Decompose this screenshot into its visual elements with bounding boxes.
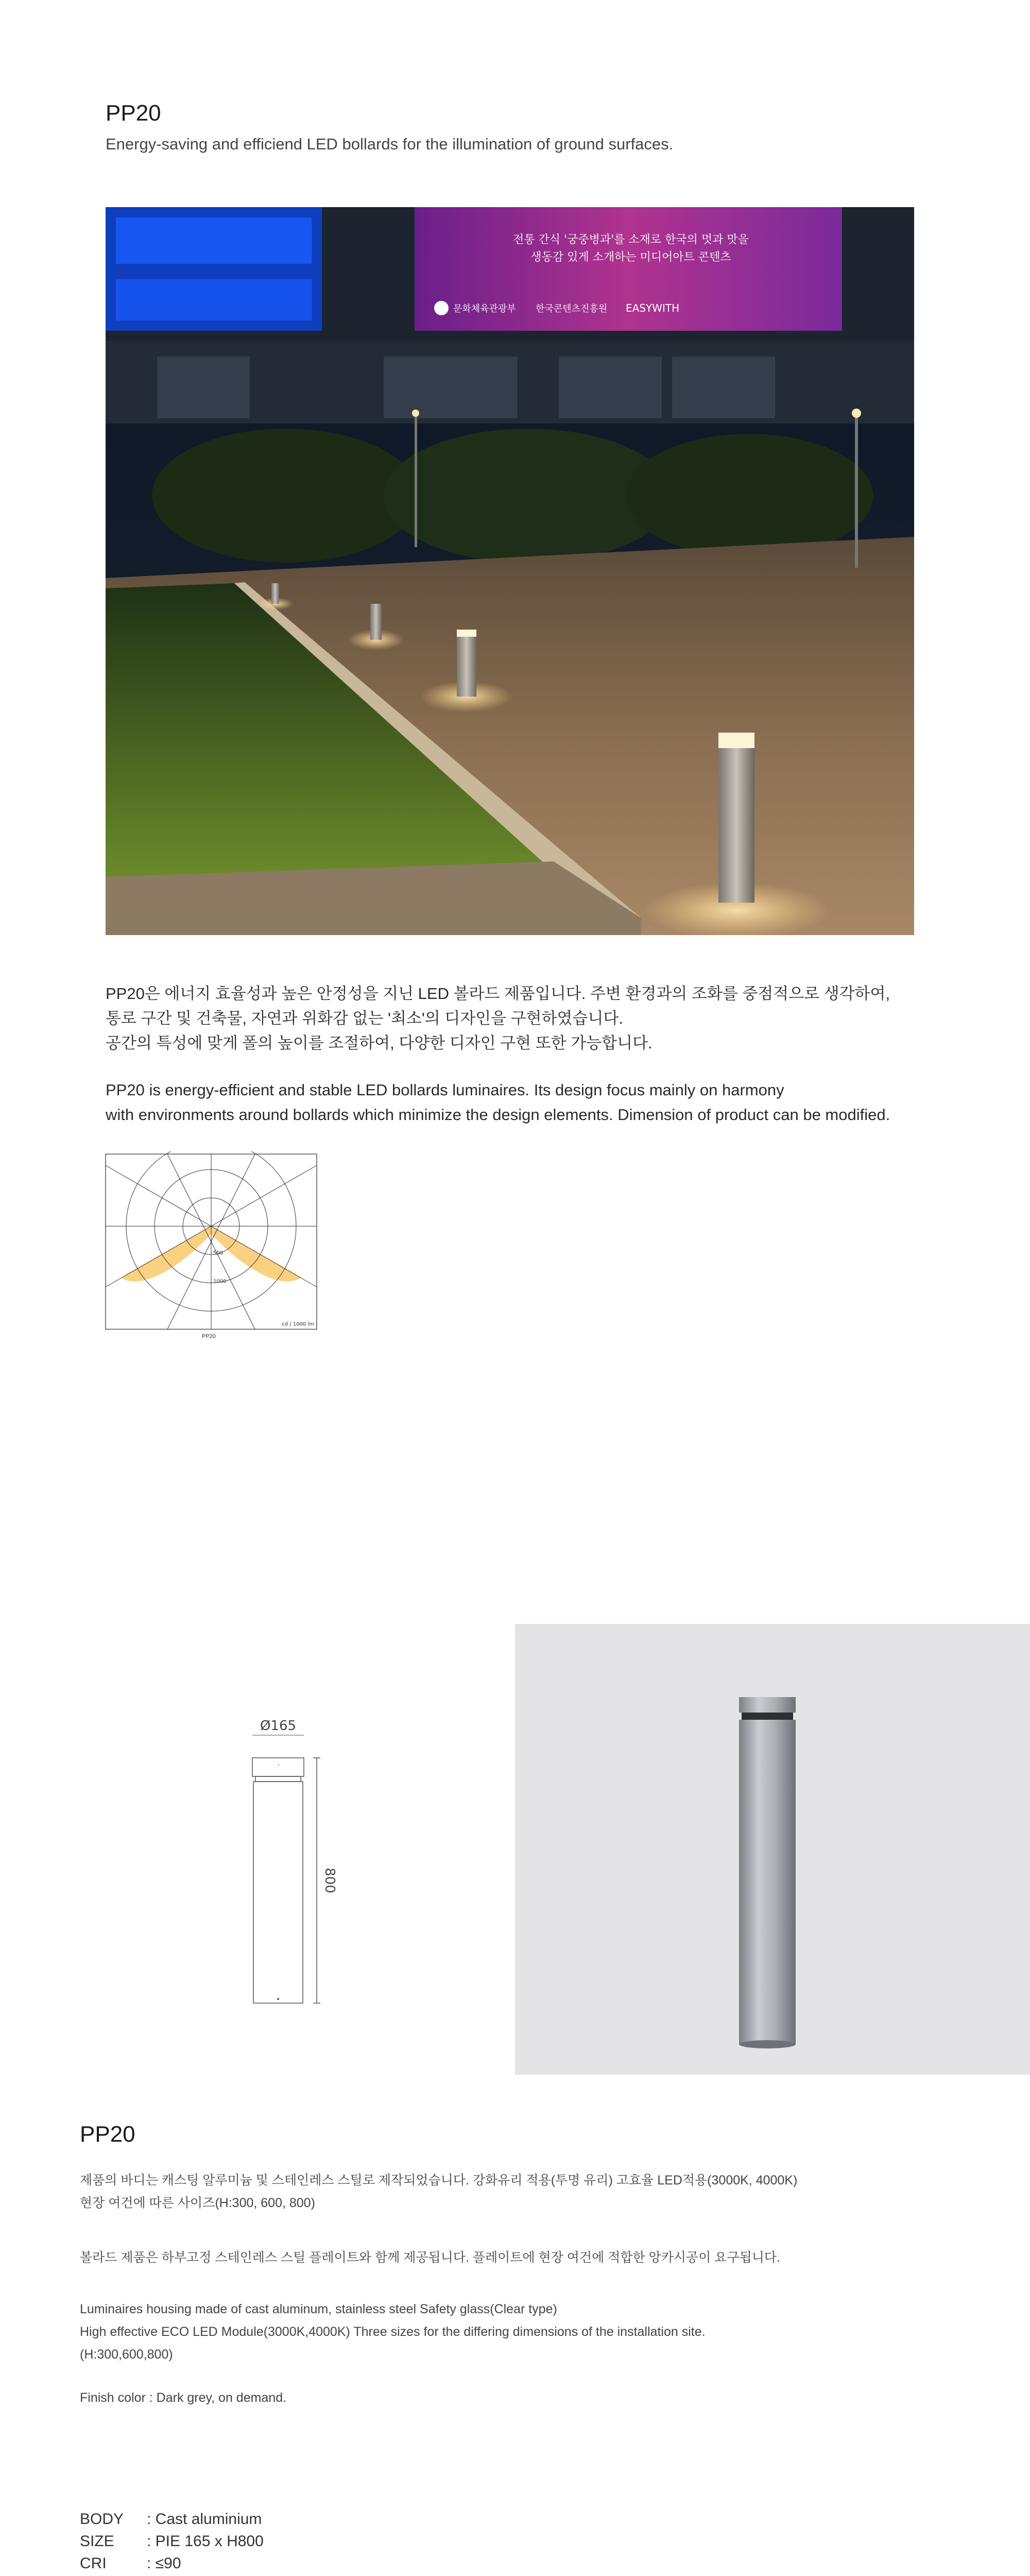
spec-key: BODY [80,2511,124,2528]
technical-drawing [227,1716,350,2025]
desc-en-line: (H:300,600,800) [80,2347,173,2362]
spec-row-cri [80,2552,273,2574]
desc-english [80,2298,706,2366]
intro-en-line: with environments around bollards which minimize the design elements. Dimension of product can be modified. [106,1106,890,1124]
page-title: PP20 [106,100,161,126]
spec-value: : ≤90 [147,2555,181,2572]
desc-korean-1 [80,2169,797,2214]
product-title: PP20 [80,2122,135,2147]
diameter-label: Ø165 [260,1718,297,1734]
spec-value: : PIE 165 x H800 [147,2533,264,2550]
ring-label-outer: 1000 [213,1279,227,1284]
billboard-line-2: 생동감 있게 소개하는 미디어아트 콘텐츠 [530,251,731,264]
billboard-sponsor-3: EASYWITH [626,302,680,314]
polar-caption: PP20 [202,1333,216,1340]
spec-table [80,2508,273,2576]
product-render [726,1690,809,2050]
unit-label: cd / 1000 lm [282,1321,314,1327]
finish-color: Finish color : Dark grey, on demand. [80,2391,287,2405]
page-subtitle: Energy-saving and efficiend LED bollards for the illumination of ground surfaces. [106,135,674,153]
desc-ko-line: 제품의 바디는 캐스팅 알루미늄 및 스테인레스 스틸로 제작되었습니다. 강화유리 적용(투명 유리) 고효율 LED적용(3000K, 4000K) [80,2173,798,2188]
desc-korean-2 [80,2246,780,2269]
desc-en-line: Luminaires housing made of cast aluminum, stainless steel Safety glass(Clear type) [80,2302,557,2316]
desc-ko-line: 현장 여건에 따른 사이즈(H:300, 600, 800) [80,2196,315,2210]
ring-label-inner: 500 [213,1250,224,1256]
height-label: 800 [322,1868,337,1893]
intro-ko-line: 공간의 특성에 맞게 폴의 높이를 조절하여, 다양한 디자인 구현 또한 가능합니다. [106,1034,653,1052]
desc-en-line: High effective ECO LED Module(3000K,4000K) Three sizes for the differing dimensions of the installation site. [80,2325,706,2339]
spec-value: : Cast aluminium [147,2511,262,2528]
spec-row-body [80,2508,273,2530]
intro-ko-line: 통로 구간 및 건축물, 자연과 위화감 없는 '최소'의 디자인을 구현하였습니다. [106,1009,623,1027]
billboard-line-1: 전통 간식 '궁중병과'를 소재로 한국의 멋과 맛을 [513,233,749,246]
light-distribution-chart [103,1151,319,1340]
intro-en-line: PP20 is energy-efficient and stable LED bollards luminaires. Its design focus mainly on harmony [106,1081,784,1099]
billboard-sponsor-2: 한국콘텐츠진흥원 [536,303,608,314]
spec-key: CRI [80,2555,107,2572]
billboard-sponsor-1: 문화체육관광부 [453,303,516,314]
intro-korean [106,981,890,1056]
intro-english [106,1078,890,1127]
spec-key: SIZE [80,2533,114,2550]
product-photo [106,207,914,935]
spec-row-size [80,2530,273,2552]
intro-ko-line: PP20은 에너지 효율성과 높은 안정성을 지닌 LED 볼라드 제품입니다. 주변 환경과의 조화를 중점적으로 생각하여, [106,985,890,1003]
desc-ko-line: 볼라드 제품은 하부고정 스테인레스 스틸 플레이트와 함께 제공됩니다. 플레이트에 현장 여건에 적합한 앙카시공이 요구됩니다. [80,2250,780,2265]
